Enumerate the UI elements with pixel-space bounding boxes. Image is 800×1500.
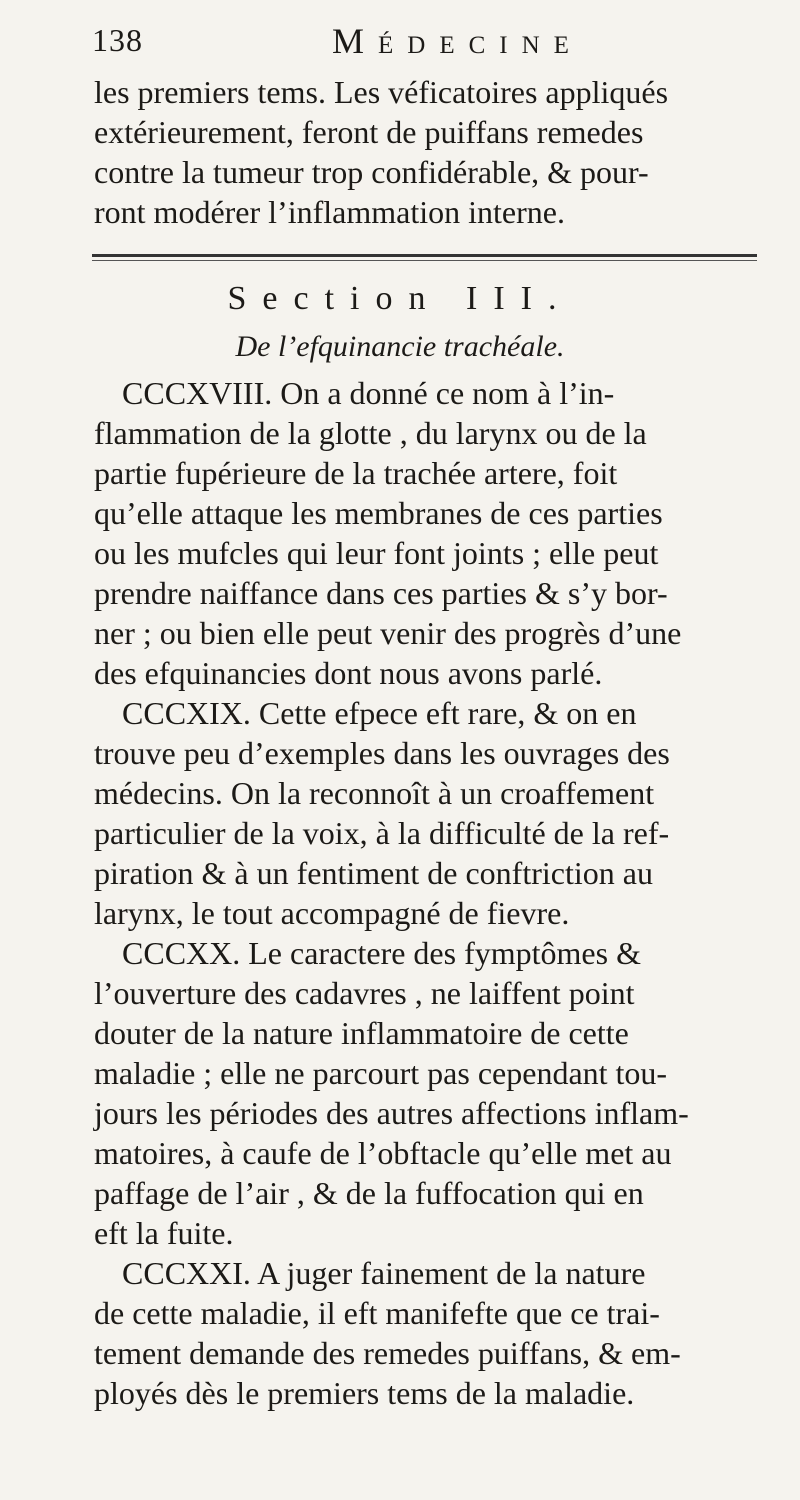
section-divider bbox=[92, 254, 757, 257]
text-line: extérieurement, feront de puiffans remedes bbox=[94, 114, 644, 150]
section-title: Section III. bbox=[227, 280, 573, 317]
paragraph-start-line: CCCXX. Le caractere des fymptômes & bbox=[122, 935, 641, 971]
page-header bbox=[92, 20, 770, 70]
text-line: trouve peu d’exemples dans les ouvrages des bbox=[94, 735, 670, 771]
text-line: ou les mufcles qui leur font joints ; elle peut bbox=[94, 535, 659, 571]
text-line: l’ouverture des cadavres , ne laiffent point bbox=[94, 975, 635, 1011]
paragraph-start-line: CCCXXI. A juger fainement de la nature bbox=[122, 1255, 646, 1291]
text-line: contre la tumeur trop confidérable, & pour- bbox=[94, 154, 649, 190]
text-line: piration & à un fentiment de conftriction au bbox=[94, 855, 653, 891]
body-text bbox=[94, 373, 774, 1413]
text-line: flammation de la glotte , du larynx ou de la bbox=[94, 415, 647, 451]
text-line: ner ; ou bien elle peut venir des progrès d’une bbox=[94, 615, 682, 651]
text-line: larynx, le tout accompagné de fievre. bbox=[94, 895, 570, 931]
text-line: ployés dès le premiers tems de la maladie. bbox=[94, 1375, 635, 1411]
section-subtitle: De l’efquinancie trachéale. bbox=[235, 330, 565, 363]
text-line: particulier de la voix, à la difficulté de la ref- bbox=[94, 815, 670, 851]
text-line: douter de la nature inflammatoire de cette bbox=[94, 1015, 629, 1051]
text-line: eft la fuite. bbox=[94, 1215, 234, 1251]
text-line: ront modérer l’inflammation interne. bbox=[94, 194, 565, 230]
section-divider-thin bbox=[92, 260, 757, 261]
text-line: matoires, à caufe de l’obftacle qu’elle met au bbox=[94, 1135, 672, 1171]
paragraph-start-line: CCCXIX. Cette efpece eft rare, & on en bbox=[122, 695, 637, 731]
paragraph-start-line: CCCXVIII. On a donné ce nom à l’in- bbox=[122, 375, 615, 411]
page-number: 138 bbox=[92, 22, 143, 58]
text-line: les premiers tems. Les véficatoires appliqués bbox=[94, 74, 669, 110]
text-line: qu’elle attaque les membranes de ces parties bbox=[94, 495, 663, 531]
text-line: maladie ; elle ne parcourt pas cependant tou- bbox=[94, 1055, 668, 1091]
text-line: paffage de l’air , & de la fuffocation qui en bbox=[94, 1175, 644, 1211]
text-line: médecins. On la reconnoît à un croaffement bbox=[94, 775, 655, 811]
text-line: jours les périodes des autres affections inflam- bbox=[94, 1095, 689, 1131]
text-line: partie fupérieure de la trachée artere, foit bbox=[94, 455, 618, 491]
intro-paragraph bbox=[94, 72, 774, 232]
text-line: prendre naiffance dans ces parties & s’y bor- bbox=[94, 575, 668, 611]
text-line: tement demande des remedes puiffans, & em- bbox=[94, 1335, 681, 1371]
running-title: Médecine bbox=[332, 21, 583, 61]
text-line: des efquinancies dont nous avons parlé. bbox=[94, 655, 603, 691]
text-line: de cette maladie, il eft manifefte que ce trai- bbox=[94, 1295, 660, 1331]
